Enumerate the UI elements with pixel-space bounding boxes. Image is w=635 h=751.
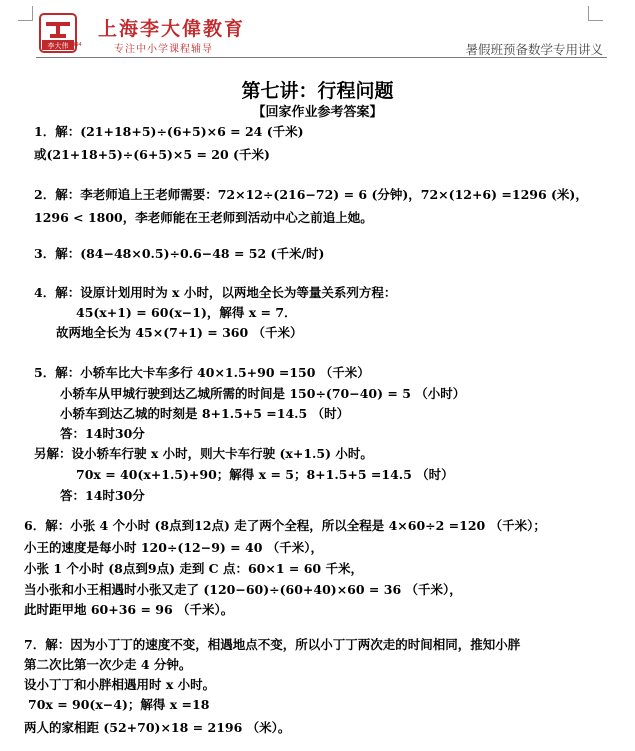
answer-line: 2．解：李老师追上王老师需要：72×12÷(216−72) = 6 (分钟)，72×(12+6) =1296 (米)， bbox=[34, 187, 588, 202]
answer-line: 第二次比第一次少走 4 分钟。 bbox=[24, 657, 192, 672]
answer-line: 3．解：(84−48×0.5)÷0.6−48 = 52 (千米/时) bbox=[34, 246, 325, 261]
answer-line: 70x = 40(x+1.5)+90；解得 x = 5；8+1.5+5 =14.5 （时） bbox=[76, 467, 454, 482]
logo-badge-name: 李大伟 bbox=[47, 42, 69, 50]
crop-mark-top-left bbox=[18, 6, 33, 21]
answer-line: 另解：设小轿车行驶 x 小时，则大卡车行驶 (x+1.5) 小时。 bbox=[34, 446, 373, 461]
header-divider bbox=[36, 57, 607, 58]
answer-line: 7．解：因为小丁丁的速度不变，相遇地点不变，所以小丁丁两次走的时间相同，推知小胖 bbox=[24, 637, 521, 652]
logo-text: 上海李大偉教育 bbox=[98, 18, 246, 40]
answer-line: 小轿车从甲城行驶到达乙城所需的时间是 150÷(70−40) = 5 （小时） bbox=[60, 386, 466, 401]
answer-line: 或(21+18+5)÷(6+5)×5 = 20 (千米) bbox=[34, 147, 270, 162]
answer-line: 45(x+1) = 60(x−1)，解得 x = 7． bbox=[76, 305, 297, 320]
answer-line: 当小张和小王相遇时小张又走了 (120−60)÷(60+40)×60 = 36 （千米）， bbox=[24, 582, 462, 597]
logo-subtitle: 专注中小学课程辅导 bbox=[114, 44, 213, 55]
answer-line: 答：14时30分 bbox=[60, 488, 145, 503]
logo-badge-icon bbox=[36, 12, 92, 56]
page-title: 第七讲：行程问题 bbox=[241, 80, 394, 102]
answer-line: 6．解：小张 4 个小时 (8点到12点) 走了两个全程，所以全程是 4×60÷2 =120 （千米）； bbox=[24, 518, 546, 533]
answer-line: 小王的速度是每小时 120÷(12−9) = 40 （千米）， bbox=[24, 540, 323, 555]
answer-line: 70x = 90(x−4)；解得 x =18 bbox=[28, 697, 210, 712]
answer-line: 设小丁丁和小胖相遇用时 x 小时。 bbox=[24, 677, 216, 692]
company-logo bbox=[36, 12, 336, 58]
crop-mark-top-right bbox=[588, 6, 603, 21]
answer-line: 答：14时30分 bbox=[60, 426, 145, 441]
header-course-label: 暑假班预备数学专用讲义 bbox=[465, 42, 603, 57]
answer-line: 1296 < 1800，李老师能在王老师到活动中心之前追上她。 bbox=[34, 210, 373, 225]
answer-line: 1．解：(21+18+5)÷(6+5)×6 = 24 (千米) bbox=[34, 124, 304, 139]
answer-line: 小轿车到达乙城的时刻是 8+1.5+5 =14.5 （时） bbox=[60, 406, 350, 421]
answer-line: 两人的家相距 (52+70)×18 = 2196 （米）。 bbox=[24, 720, 291, 735]
answer-line: 此时距甲地 60+36 = 96 （千米）。 bbox=[24, 602, 234, 617]
answer-line: 5．解：小轿车比大卡车多行 40×1.5+90 =150 （千米） bbox=[34, 365, 370, 380]
logo-badge-year: 1994 bbox=[69, 42, 82, 48]
answer-line: 故两地全长为 45×(7+1) = 360 （千米） bbox=[56, 325, 303, 340]
answer-line: 4．解：设原计划用时为 x 小时，以两地全长为等量关系列方程： bbox=[34, 285, 397, 300]
page-subtitle: 【回家作业参考答案】 bbox=[252, 105, 383, 120]
answer-line: 小张 1 个小时 (8点到9点) 走到 C 点：60×1 = 60 千米， bbox=[24, 561, 363, 576]
